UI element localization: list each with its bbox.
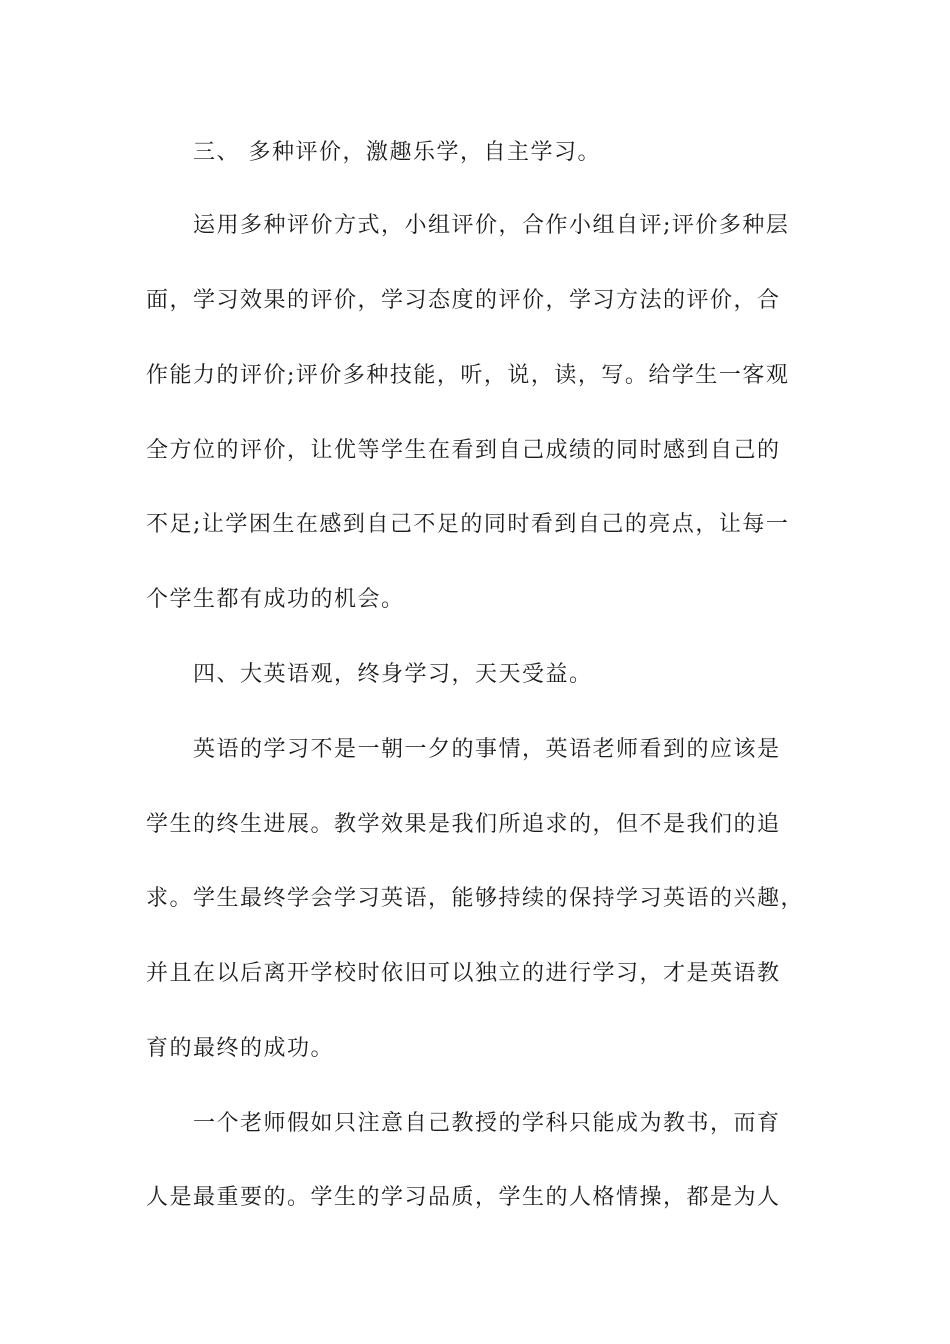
paragraph-line: 一个老师假如只注意自己教授的学科只能成为教书，而育: [193, 1111, 781, 1136]
paragraph-line: 英语的学习不是一朝一夕的事情，英语老师看到的应该是: [193, 737, 781, 762]
paragraph-line: 并且在以后离开学校时依旧可以独立的进行学习，才是英语教: [146, 961, 781, 986]
paragraph-line: 学生的终生进展。教学效果是我们所追求的，但不是我们的追: [146, 812, 781, 837]
paragraph-line: 面，学习效果的评价，学习态度的评价，学习方法的评价，合: [146, 288, 781, 313]
paragraph-line: 全方位的评价，让优等学生在看到自己成绩的同时感到自己的: [146, 438, 781, 463]
section-heading-3: 三、 多种评价，激趣乐学，自主学习。: [193, 140, 601, 165]
paragraph-line: 育的最终的成功。: [146, 1036, 335, 1061]
paragraph-line: 作能力的评价;评价多种技能，听，说，读，写。给学生一客观: [146, 363, 790, 388]
paragraph-line: 人是最重要的。学生的学习品质，学生的人格情操，都是为人: [146, 1185, 781, 1210]
paragraph-line: 不足;让学困生在感到自己不足的同时看到自己的亮点，让每一: [146, 512, 790, 537]
section-heading-4: 四、大英语观，终身学习，天天受益。: [193, 662, 593, 687]
paragraph-line: 求。学生最终学会学习英语，能够持续的保持学习英语的兴趣，: [146, 886, 805, 911]
paragraph-line: 运用多种评价方式，小组评价，合作小组自评;评价多种层: [193, 213, 790, 238]
paragraph-line: 个学生都有成功的机会。: [146, 587, 405, 612]
